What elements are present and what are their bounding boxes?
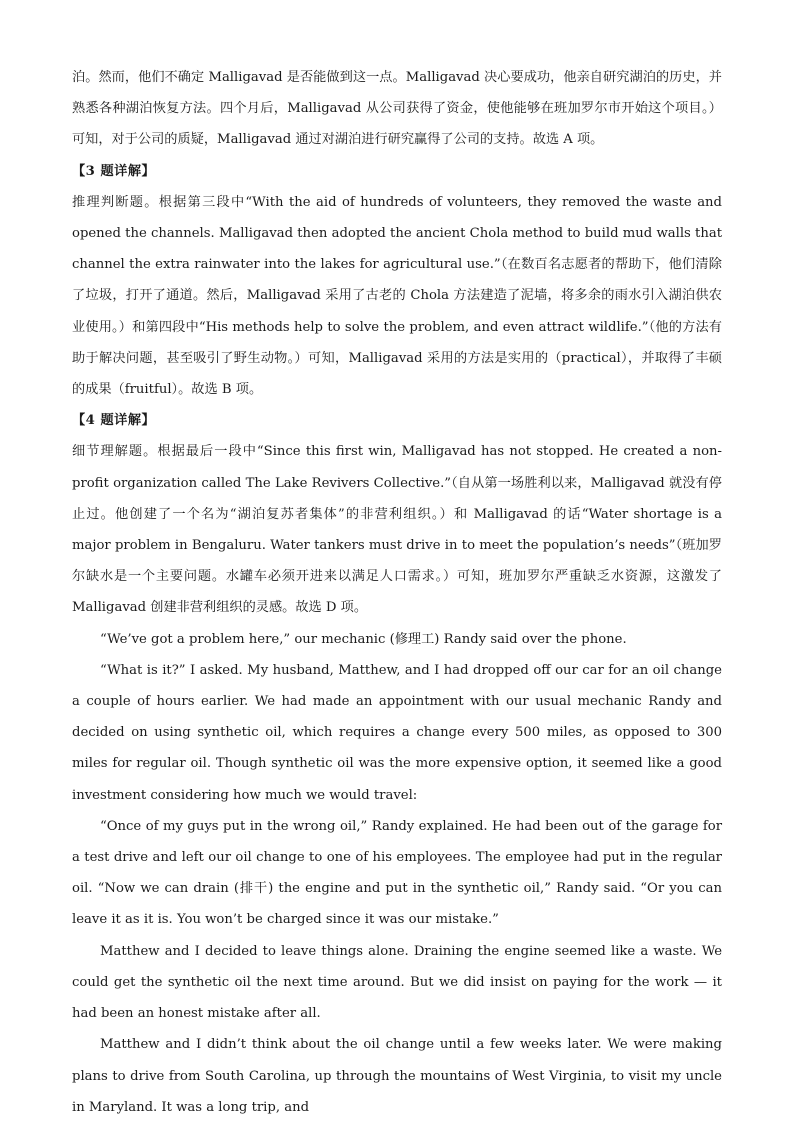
document-page: [72, 62, 722, 1123]
story-paragraph-5: Matthew and I didn’t think about the oil change until a few weeks later. We were making plans to drive from South Carolina, up through the mountains of West Virginia, to visit my uncle in Maryland. It was a long trip, and: [72, 1037, 722, 1115]
story-paragraph-3: “Once of my guys put in the wrong oil,” Randy explained. He had been out of the garage for a test drive and left our oil change to one of his employees. The employee had put in the regular oil. “Now we can drain (排干) the engine and put in the synthetic oil,” Randy said. “Or you can leave it as it is. You won’t be charged since it was our mistake.”: [72, 818, 722, 928]
story-paragraph-2: “What is it?” I asked. My husband, Matthew, and I had dropped off our car for an oil change a couple of hours earlier. We had made an appointment with our usual mechanic Randy and decided on using synthetic oil, which requires a change every 500 miles, as opposed to 300 miles for regular oil. Though synthetic oil was the more expensive option, it seemed like a good investment considering how much we would travel:: [72, 662, 722, 803]
question-4-heading: 【4 题详解】: [72, 413, 156, 429]
question-3-heading: 【3 题详解】: [72, 163, 156, 179]
story-paragraph-1: “We’ve got a problem here,” our mechanic (修理工) Randy said over the phone.: [100, 631, 627, 647]
answer-paragraph-continued: 泊。然而，他们不确定 Malligavad 是否能做到这一点。Malligavad 决心要成功，他亲自研究湖泊的历史，并熟悉各种湖泊恢复方法。四个月后，Malligavad 从公司获得了资金，使他能够在班加罗尔市开始这个项目。）可知，对于公司的质疑，Malligavad 通过对湖泊进行研究赢得了公司的支持。故选 A 项。: [72, 70, 722, 148]
question-4-explanation: 细节理解题。根据最后一段中“Since this first win, Malligavad has not stopped. He created a non-profit organization called The Lake Revivers Collective.”（自从第一场胜利以来，Malligavad 就没有停止过。他创建了一个名为“湖泊复苏者集体”的非营利组织。）和 Malligavad 的话“Water shortage is a major problem in Bengaluru. Water tankers must drive in to meet the population’s needs”（班加罗尔缺水是一个主要问题。水罐车必须开进来以满足人口需求。）可知，班加罗尔严重缺乏水资源，这激发了 Malligavad 创建非营利组织的灵感。故选 D 项。: [72, 444, 722, 616]
story-paragraph-4: Matthew and I decided to leave things alone. Draining the engine seemed like a waste. We could get the synthetic oil the next time around. But we did insist on paying for the work — it had been an honest mistake after all.: [72, 943, 722, 1022]
question-3-explanation: 推理判断题。根据第三段中“With the aid of hundreds of volunteers, they removed the waste and opened the channels. Malligavad then adopted the ancient Chola method to build mud walls that channel the extra rainwater into the lakes for agricultural use.”（在数百名志愿者的帮助下，他们清除了垃圾，打开了通道。然后，Malligavad 采用了古老的 Chola 方法建造了泥墙，将多余的雨水引入湖泊供农业使用。）和第四段中“His methods help to solve the problem, and even attract wildlife.”（他的方法有助于解决问题，甚至吸引了野生动物。）可知，Malligavad 采用的方法是实用的（practical），并取得了丰硕的成果（fruitful）。故选 B 项。: [72, 194, 722, 398]
